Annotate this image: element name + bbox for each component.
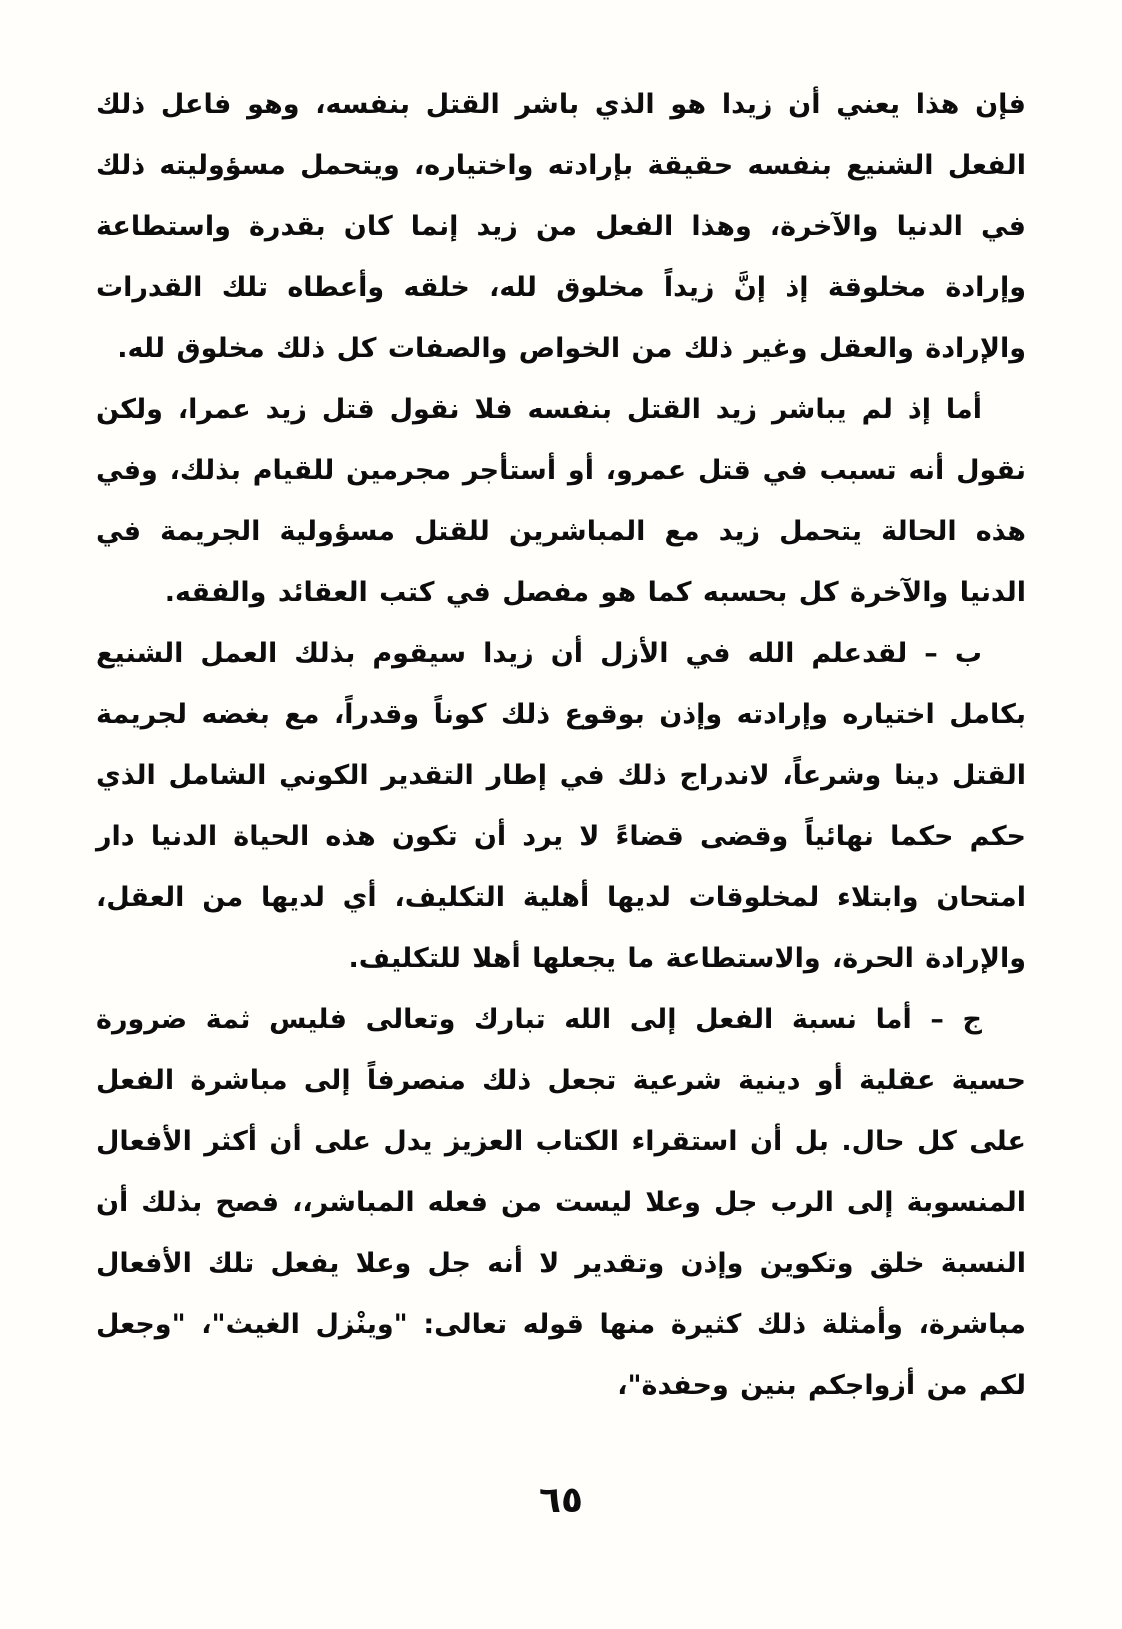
- paragraph: أما إذ لم يباشر زيد القتل بنفسه فلا نقول قتل زيد عمرا، ولكن نقول أنه تسبب في قتل عمرو، أو أستأجر مجرمين للقيام بذلك، وفي هذه الحالة يتحمل زيد مع المباشرين للقتل مسؤولية الجريمة في الدنيا والآخرة كل بحسبه كما هو مفصل في كتب العقائد والفقه.: [96, 394, 1026, 608]
- paragraph: ب – لقدعلم الله في الأزل أن زيدا سيقوم بذلك العمل الشنيع بكامل اختياره وإرادته وإذن بوقوع ذلك كوناً وقدراً، مع بغضه لجريمة القتل دينا وشرعاً، لاندراج ذلك في إطار التقدير الكوني الشامل الذي حكم حكما نهائياً وقضى قضاءً لا يرد أن تكون هذه الحياة الدنيا دار امتحان وابتلاء لمخلوقات لديها أهلية التكليف، أي لديها من العقل، والإرادة الحرة، والاستطاعة ما يجعلها أهلا للتكليف.: [96, 638, 1026, 974]
- page-number: ٦٥: [539, 1480, 583, 1521]
- paragraph: فإن هذا يعني أن زيدا هو الذي باشر القتل بنفسه، وهو فاعل ذلك الفعل الشنيع بنفسه حقيقة بإرادته واختياره، ويتحمل مسؤوليته ذلك في الدنيا والآخرة، وهذا الفعل من زيد إنما كان بقدرة واستطاعة وإرادة مخلوقة إذ إنَّ زيداً مخلوق لله، خلقه وأعطاه تلك القدرات والإرادة والعقل وغير ذلك من الخواص والصفات كل ذلك مخلوق لله.: [96, 89, 1026, 364]
- paragraph: ج – أما نسبة الفعل إلى الله تبارك وتعالى فليس ثمة ضرورة حسية عقلية أو دينية شرعية تجعل ذلك منصرفاً إلى مباشرة الفعل على كل حال. بل أن استقراء الكتاب العزيز يدل على أن أكثر الأفعال المنسوبة إلى الرب جل وعلا ليست من فعله المباشر،، فصح بذلك أن النسبة خلق وتكوين وإذن وتقدير لا أنه جل وعلا يفعل تلك الأفعال مباشرة، وأمثلة ذلك كثيرة منها قوله تعالى: "وينْزل الغيث"، "وجعل لكم من أزواجكم بنين وحفدة"،: [96, 1004, 1026, 1401]
- page-body-text: [96, 74, 1026, 1416]
